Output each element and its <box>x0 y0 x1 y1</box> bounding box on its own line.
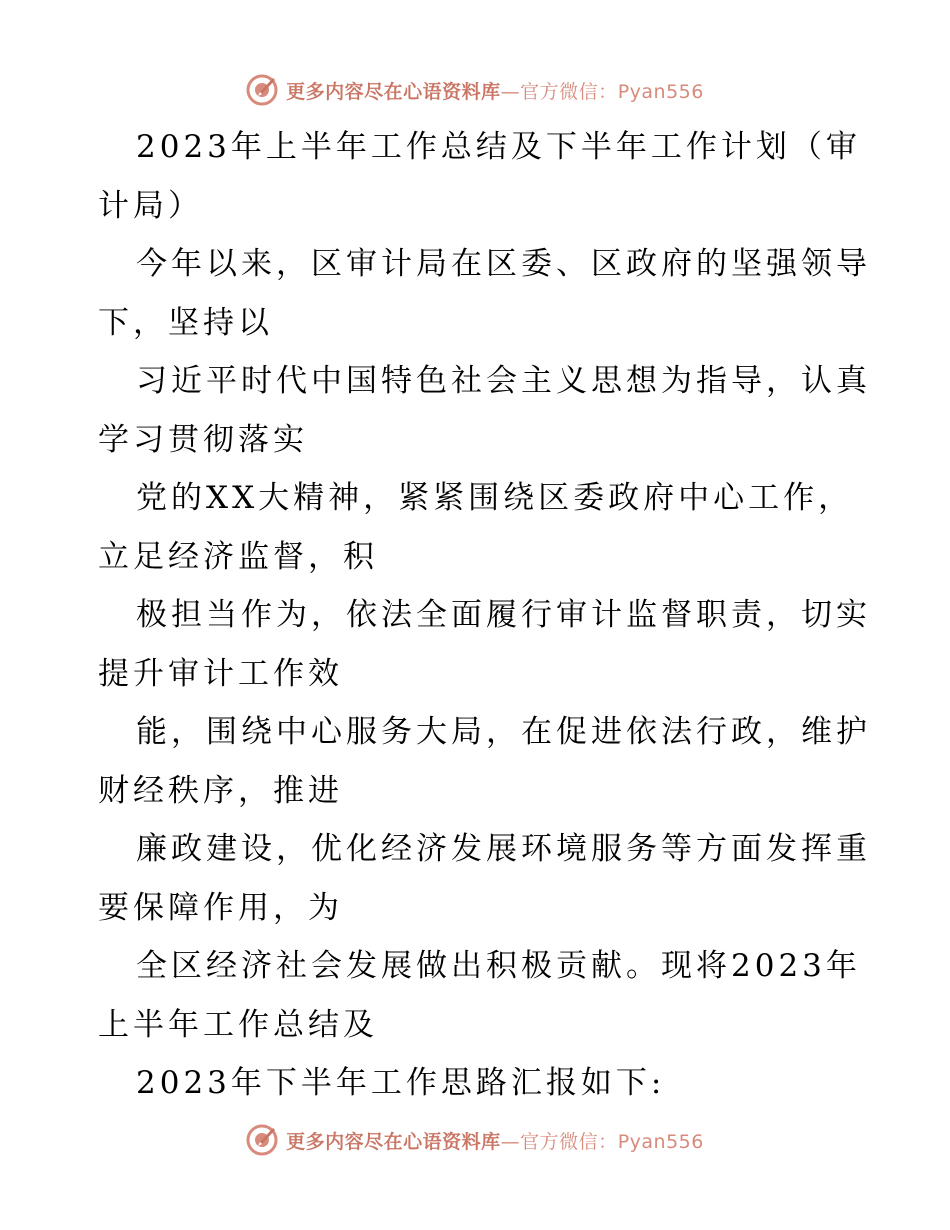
pen-logo-icon <box>246 74 278 106</box>
text-line: 计局） <box>98 187 203 224</box>
text-line: 学习贯彻落实 <box>98 421 308 458</box>
text-line: 下，坚持以 <box>98 304 273 341</box>
text-line: 财经秩序，推进 <box>98 772 343 809</box>
text-line: 廉政建设，优化经济发展环境服务等方面发挥重 <box>136 831 871 867</box>
text-line: 今年以来，区审计局在区委、区政府的坚强领导 <box>136 246 871 282</box>
pen-logo-icon <box>246 1124 278 1156</box>
text-line: 党的XX大精神，紧紧围绕区委政府中心工作， <box>136 480 854 516</box>
text-line: 2023年上半年工作总结及下半年工作计划（审 <box>136 129 861 165</box>
text-line: 习近平时代中国特色社会主义思想为指导，认真 <box>136 363 871 399</box>
text-line: 要保障作用，为 <box>98 889 343 926</box>
watermark-banner-bottom <box>0 1120 950 1160</box>
text-line: 2023年下半年工作思路汇报如下: <box>136 1065 666 1101</box>
text-line: 全区经济社会发展做出积极贡献。现将2023年 <box>136 948 861 984</box>
watermark-text: 更多内容尽在心语资料库—官方微信：Pyan556 <box>286 80 704 103</box>
watermark-text: 更多内容尽在心语资料库—官方微信：Pyan556 <box>286 1130 704 1153</box>
text-line: 提升审计工作效 <box>98 655 343 692</box>
text-line: 能，围绕中心服务大局，在促进依法行政，维护 <box>136 714 871 750</box>
watermark-banner-top <box>0 70 950 110</box>
text-line: 极担当作为，依法全面履行审计监督职责，切实 <box>136 597 871 633</box>
document-body <box>98 118 871 1113</box>
text-line: 上半年工作总结及 <box>98 1006 378 1043</box>
text-line: 立足经济监督，积 <box>98 538 378 575</box>
